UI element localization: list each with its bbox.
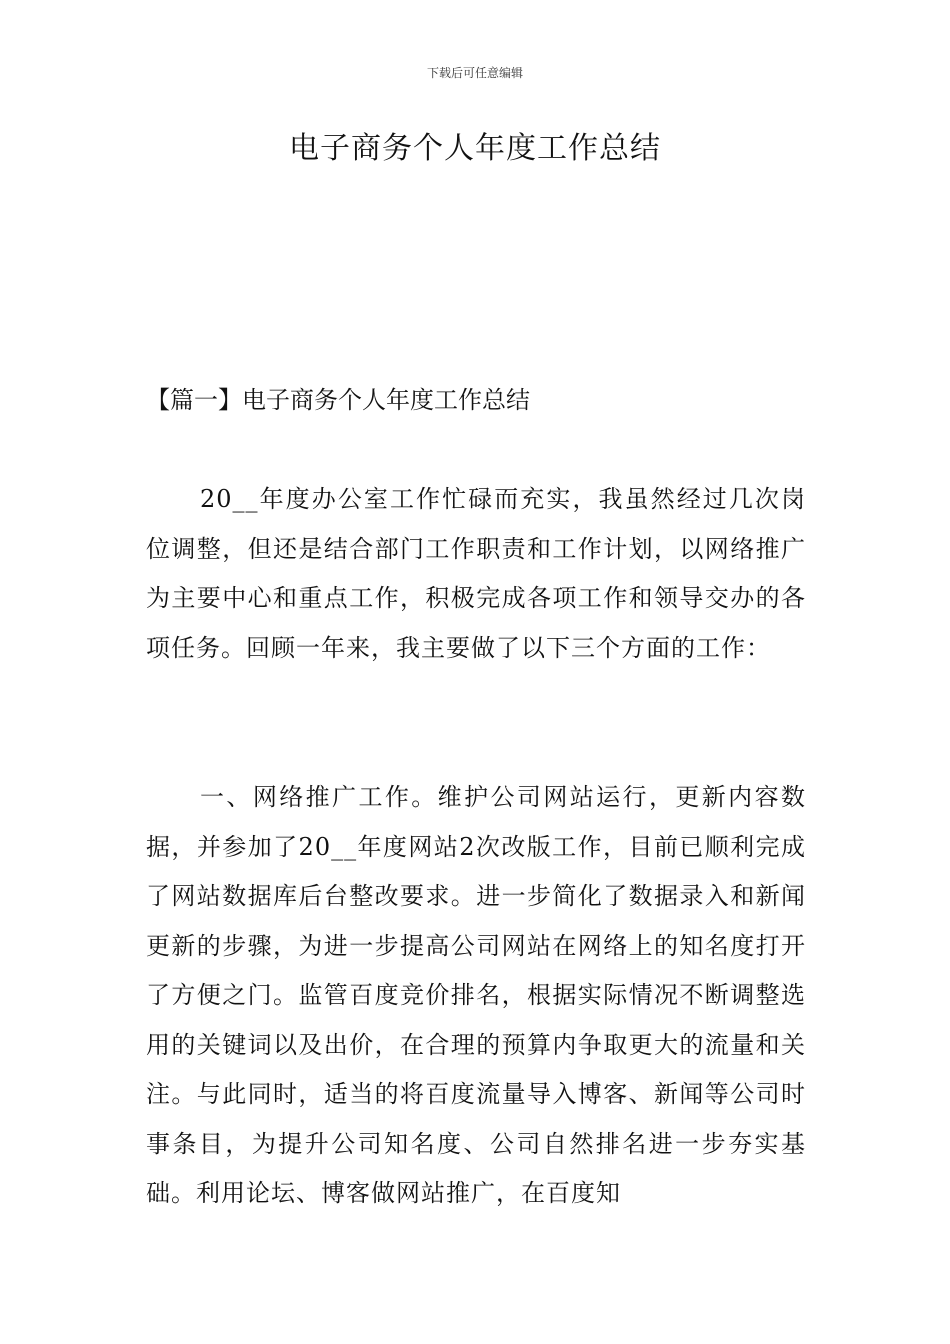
header-note: 下载后可任意编辑	[426, 66, 523, 80]
intro-paragraph: 20__年度办公室工作忙碌而充实，我虽然经过几次岗位调整，但还是结合部门工作职责和工作计划，以网络推广为主要中心和重点工作，积极完成各项工作和领导交办的各项任务。回顾一年来，我主要做了以下三个方面的工作：	[146, 485, 806, 662]
section-heading: 【篇一】电子商务个人年度工作总结	[146, 386, 530, 414]
document-title: 电子商务个人年度工作总结	[289, 131, 661, 166]
network-promotion-paragraph: 一、网络推广工作。维护公司网站运行，更新内容数据，并参加了20__年度网站2次改版工作，目前已顺利完成了网站数据库后台整改要求。进一步简化了数据录入和新闻更新的步骤，为进一步提高公司网站在网络上的知名度打开了方便之门。监管百度竞价排名，根据实际情况不断调整选用的关键词以及出价，在合理的预算内争取更大的流量和关注。与此同时，适当的将百度流量导入博客、新闻等公司时事条目，为提升公司知名度、公司自然排名进一步夯实基础。利用论坛、博客做网站推广，在百度知	[146, 783, 806, 1207]
